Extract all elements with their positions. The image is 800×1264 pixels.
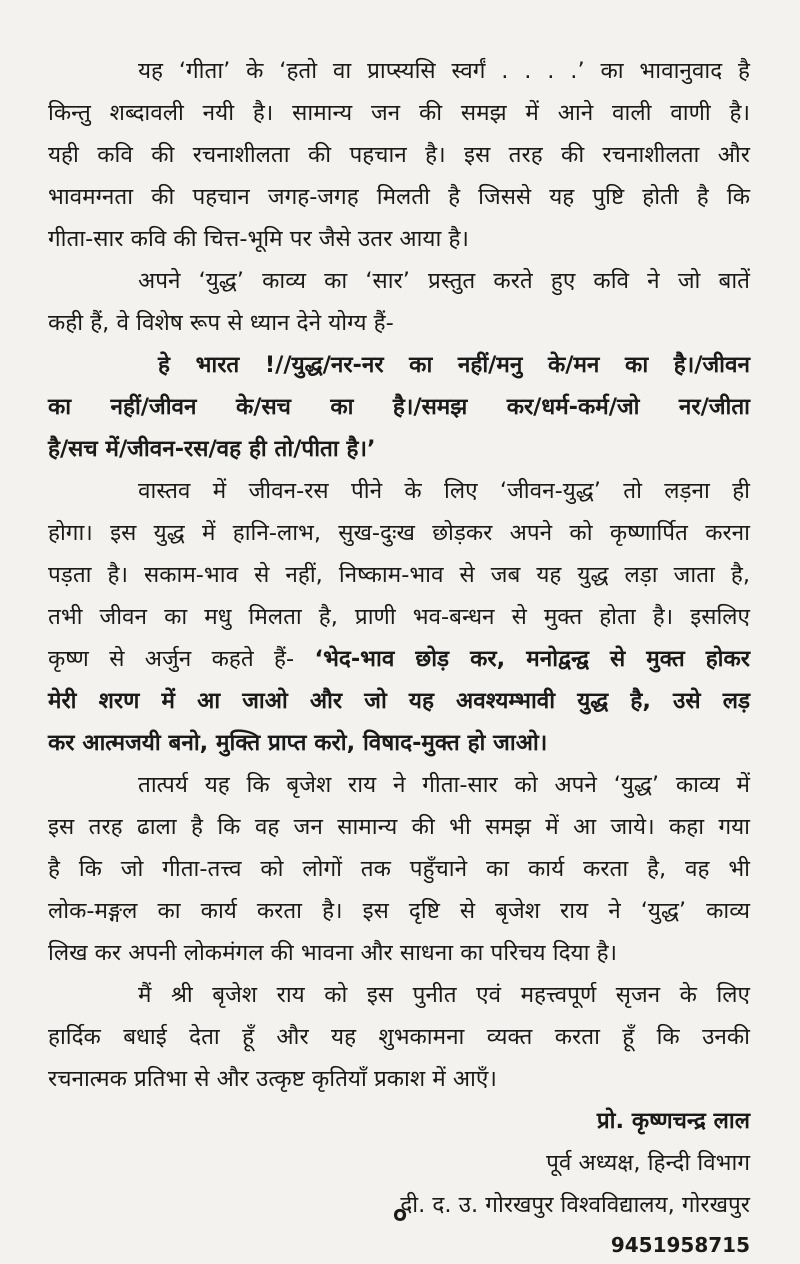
text-line: लोक-मङ्गल का कार्य करता है। इस दृष्टि से बृजेश राय ने ‘युद्ध’ काव्य	[48, 898, 750, 924]
text-line: इस तरह ढाला है कि वह जन सामान्य की भी समझ में आ जाये। कहा गया	[48, 814, 750, 840]
text-line: पड़ता है। सकाम-भाव से नहीं, निष्काम-भाव से जब यह युद्ध लड़ा जाता है,	[48, 562, 750, 588]
text-line: अपने ‘युद्ध’ काव्य का ‘सार’ प्रस्तुत करते हुए कवि ने जो बातें	[138, 268, 750, 294]
text-line: तात्पर्य यह कि बृजेश राय ने गीता-सार को अपने ‘युद्ध’ काव्य में	[138, 772, 750, 798]
text-line: हार्दिक बधाई देता हूँ और यह शुभकामना व्यक्त करता हूँ कि उनकी	[48, 1024, 750, 1050]
quote-line: का नहीं/जीवन के/सच का है।/समझ कर/धर्म-कर्म/जो नर/जीता	[48, 394, 750, 420]
text-line: भावमग्नता की पहचान जगह-जगह मिलती है जिससे यह पुष्टि होती है कि	[48, 184, 750, 210]
text-line: गीता-सार कवि की चित्त-भूमि पर जैसे उतर आया है।	[48, 226, 469, 252]
quote-line: है/सच में/जीवन-रस/वह ही तो/पीता है।’	[48, 436, 376, 462]
text-line: किन्तु शब्दावली नयी है। सामान्य जन की समझ में आने वाली वाणी है।	[48, 100, 750, 126]
author-name: प्रो. कृष्णचन्द्र लाल	[596, 1108, 750, 1134]
paragraph-1	[48, 50, 750, 260]
poem-quote	[48, 344, 750, 470]
text-line: कही हैं, वे विशेष रूप से ध्यान देने योग्य हैं-	[48, 310, 394, 336]
paragraph-5	[48, 974, 750, 1100]
author-phone: 9451958715	[610, 1233, 750, 1257]
text-line: यही कवि की रचनाशीलता की पहचान है। इस तरह की रचनाशीलता और	[48, 142, 750, 168]
text-line: यह ‘गीता’ के ‘हतो वा प्राप्स्यसि स्वर्गं . . . .’ का भावानुवाद है	[138, 58, 750, 84]
paragraph-2	[48, 260, 750, 344]
author-institution: दी. द. उ. गोरखपुर विश्वविद्यालय, गोरखपुर	[400, 1192, 750, 1218]
text-line: वास्तव में जीवन-रस पीने के लिए ‘जीवन-युद्ध’ तो लड़ना ही	[138, 478, 750, 504]
author-designation: पूर्व अध्यक्ष, हिन्दी विभाग	[546, 1150, 750, 1176]
krishna-quote: ‘भेद-भाव छोड़ कर, मनोद्वन्द्व से मुक्त होकर	[314, 646, 750, 672]
text-line: तभी जीवन का मधु मिलता है, प्राणी भव-बन्धन से मुक्त होता है। इसलिए	[48, 604, 750, 630]
text-line: मैं श्री बृजेश राय को इस पुनीत एवं महत्त्वपूर्ण सृजन के लिए	[138, 982, 750, 1008]
text-line-with-quote	[48, 638, 750, 680]
text-fragment: कृष्ण से अर्जुन कहते हैं-	[48, 646, 295, 672]
quote-line: मेरी शरण में आ जाओ और जो यह अवश्यम्भावी युद्ध है, उसे लड़	[48, 688, 750, 714]
text-line: है कि जो गीता-तत्त्व को लोगों तक पहुँचाने का कार्य करता है, वह भी	[48, 856, 750, 882]
paragraph-3	[48, 470, 750, 764]
text-line: लिख कर अपनी लोकमंगल की भावना और साधना का परिचय दिया है।	[48, 940, 618, 966]
paragraph-4	[48, 764, 750, 974]
text-line: होगा। इस युद्ध में हानि-लाभ, सुख-दुःख छोड़कर अपने को कृष्णार्पित करना	[48, 520, 750, 546]
quote-line: कर आत्मजयी बनो, मुक्ति प्राप्त करो, विषाद-मुक्त हो जाओ।	[48, 730, 548, 756]
quote-line: हे भारत !//युद्ध/नर-नर का नहीं/मनु के/मन का है।/जीवन	[158, 352, 750, 378]
text-line: रचनात्मक प्रतिभा से और उत्कृष्ट कृतियाँ प्रकाश में आएँ।	[48, 1066, 497, 1092]
page-number: ०	[392, 1198, 408, 1231]
